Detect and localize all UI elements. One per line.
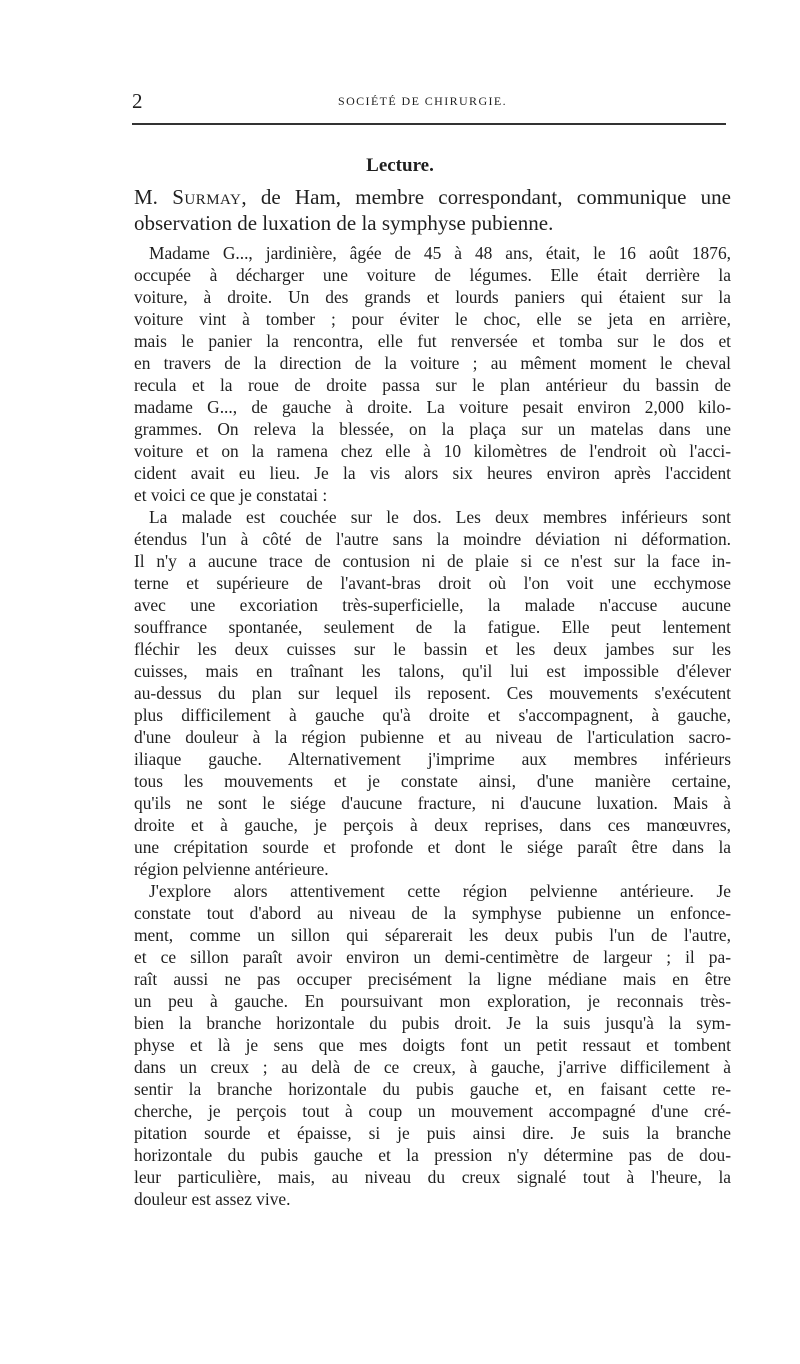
body-line: mais le panier la rencontra, elle fut renversée et tomba sur le dos et (134, 331, 731, 351)
body-line: recula et la roue de droite passa sur le plan antérieur du bassin de (134, 375, 731, 395)
body-line: iliaque gauche. Alternativement j'imprime aux membres inférieurs (134, 749, 731, 769)
body-line: en travers de la direction de la voiture ; au mêment moment le cheval (134, 353, 731, 373)
body-line: horizontale du pubis gauche et la pression n'y détermine pas de dou- (134, 1145, 731, 1165)
body-line: fléchir les deux cuisses sur le bassin et les deux jambes sur les (134, 639, 731, 659)
journal-title: SOCIÉTÉ DE CHIRURGIE. (338, 94, 508, 108)
intro-suffix: , de Ham, membre correspondant, communique une (241, 185, 731, 209)
body-line: d'une douleur à la région pubienne et au niveau de l'articulation sacro- (134, 727, 731, 747)
intro-line-2: observation de luxation de la symphyse pubienne. (134, 211, 554, 235)
body-line: douleur est assez vive. (134, 1189, 291, 1209)
body-line: leur particulière, mais, au niveau du creux signalé tout à l'heure, la (134, 1167, 731, 1187)
header-rule (132, 123, 726, 125)
body-line: et voici ce que je constatai : (134, 485, 328, 505)
body-line: souffrance spontanée, seulement de la fatigue. Elle peut lentement (134, 617, 731, 637)
body-line: occupée à décharger une voiture de légumes. Elle était derrière la (134, 265, 731, 285)
body-line: Il n'y a aucune trace de contusion ni de plaie si ce n'est sur la face in- (134, 551, 731, 571)
intro-line-1 (134, 184, 731, 210)
body-line: au-dessus du plan sur lequel ils reposent. Ces mouvements s'exécutent (134, 683, 731, 703)
body-line: droite et à gauche, je perçois à deux reprises, dans ces manœuvres, (134, 815, 731, 835)
body-line: cident avait eu lieu. Je la vis alors six heures environ après l'accident (134, 463, 731, 483)
body-line: voiture et on la ramena chez elle à 10 kilomètres de l'endroit où l'acci- (134, 441, 731, 461)
body-line: étendus l'un à côté de l'autre sans la moindre déviation ni déformation. (134, 529, 731, 549)
body-line: voiture vint à tomber ; pour éviter le choc, elle se jeta en arrière, (134, 309, 731, 329)
section-title: Lecture. (366, 155, 434, 176)
body-line: madame G..., de gauche à droite. La voiture pesait environ 2,000 kilo- (134, 397, 731, 417)
intro-prefix: M. (134, 185, 173, 209)
body-line: un peu à gauche. En poursuivant mon exploration, je reconnais très- (134, 991, 731, 1011)
body-line: La malade est couchée sur le dos. Les deux membres inférieurs sont (149, 507, 731, 527)
body-line: région pelvienne antérieure. (134, 859, 329, 879)
body-line: J'explore alors attentivement cette région pelvienne antérieure. Je (149, 881, 731, 901)
body-line: physe et là je sens que mes doigts font un petit ressaut et tombent (134, 1035, 731, 1055)
body-line: avec une excoriation très-superficielle, la malade n'accuse aucune (134, 595, 731, 615)
body-line: et ce sillon paraît avoir environ un demi-centimètre de largeur ; il pa- (134, 947, 731, 967)
body-line: grammes. On releva la blessée, on la plaça sur un matelas dans une (134, 419, 731, 439)
body-line: raît aussi ne pas occuper precisément la ligne médiane mais en être (134, 969, 731, 989)
body-line: voiture, à droite. Un des grands et lourds paniers qui étaient sur la (134, 287, 731, 307)
body-line: cuisses, mais en traînant les talons, qu'il lui est impossible d'élever (134, 661, 731, 681)
body-line: bien la branche horizontale du pubis droit. Je la suis jusqu'à la sym- (134, 1013, 731, 1033)
body-line: plus difficilement à gauche qu'à droite et s'accompagnent, à gauche, (134, 705, 731, 725)
body-line: pitation sourde et épaisse, si je puis ainsi dire. Je suis la branche (134, 1123, 731, 1143)
body-line: terne et supérieure de l'avant-bras droit où l'on voit une ecchymose (134, 573, 731, 593)
body-line: Madame G..., jardinière, âgée de 45 à 48 ans, était, le 16 août 1876, (149, 243, 731, 263)
page-number: 2 (132, 89, 143, 113)
body-line: qu'ils ne sont le siége d'aucune fracture, ni d'aucune luxation. Mais à (134, 793, 731, 813)
body-line: dans un creux ; au delà de ce creux, à gauche, j'arrive difficilement à (134, 1057, 731, 1077)
author-name: Surmay (172, 185, 242, 209)
running-head (132, 89, 726, 113)
body-line: sentir la branche horizontale du pubis gauche et, en faisant cette re- (134, 1079, 731, 1099)
body-line: ment, comme un sillon qui séparerait les deux pubis l'un de l'autre, (134, 925, 731, 945)
body-line: constate tout d'abord au niveau de la symphyse pubienne un enfonce- (134, 903, 731, 923)
body-line: cherche, je perçois tout à coup un mouvement accompagné d'une cré- (134, 1101, 731, 1121)
body-line: tous les mouvements et je constate ainsi, d'une manière certaine, (134, 771, 731, 791)
body-line: une crépitation sourde et profonde et dont le siége paraît être dans la (134, 837, 731, 857)
